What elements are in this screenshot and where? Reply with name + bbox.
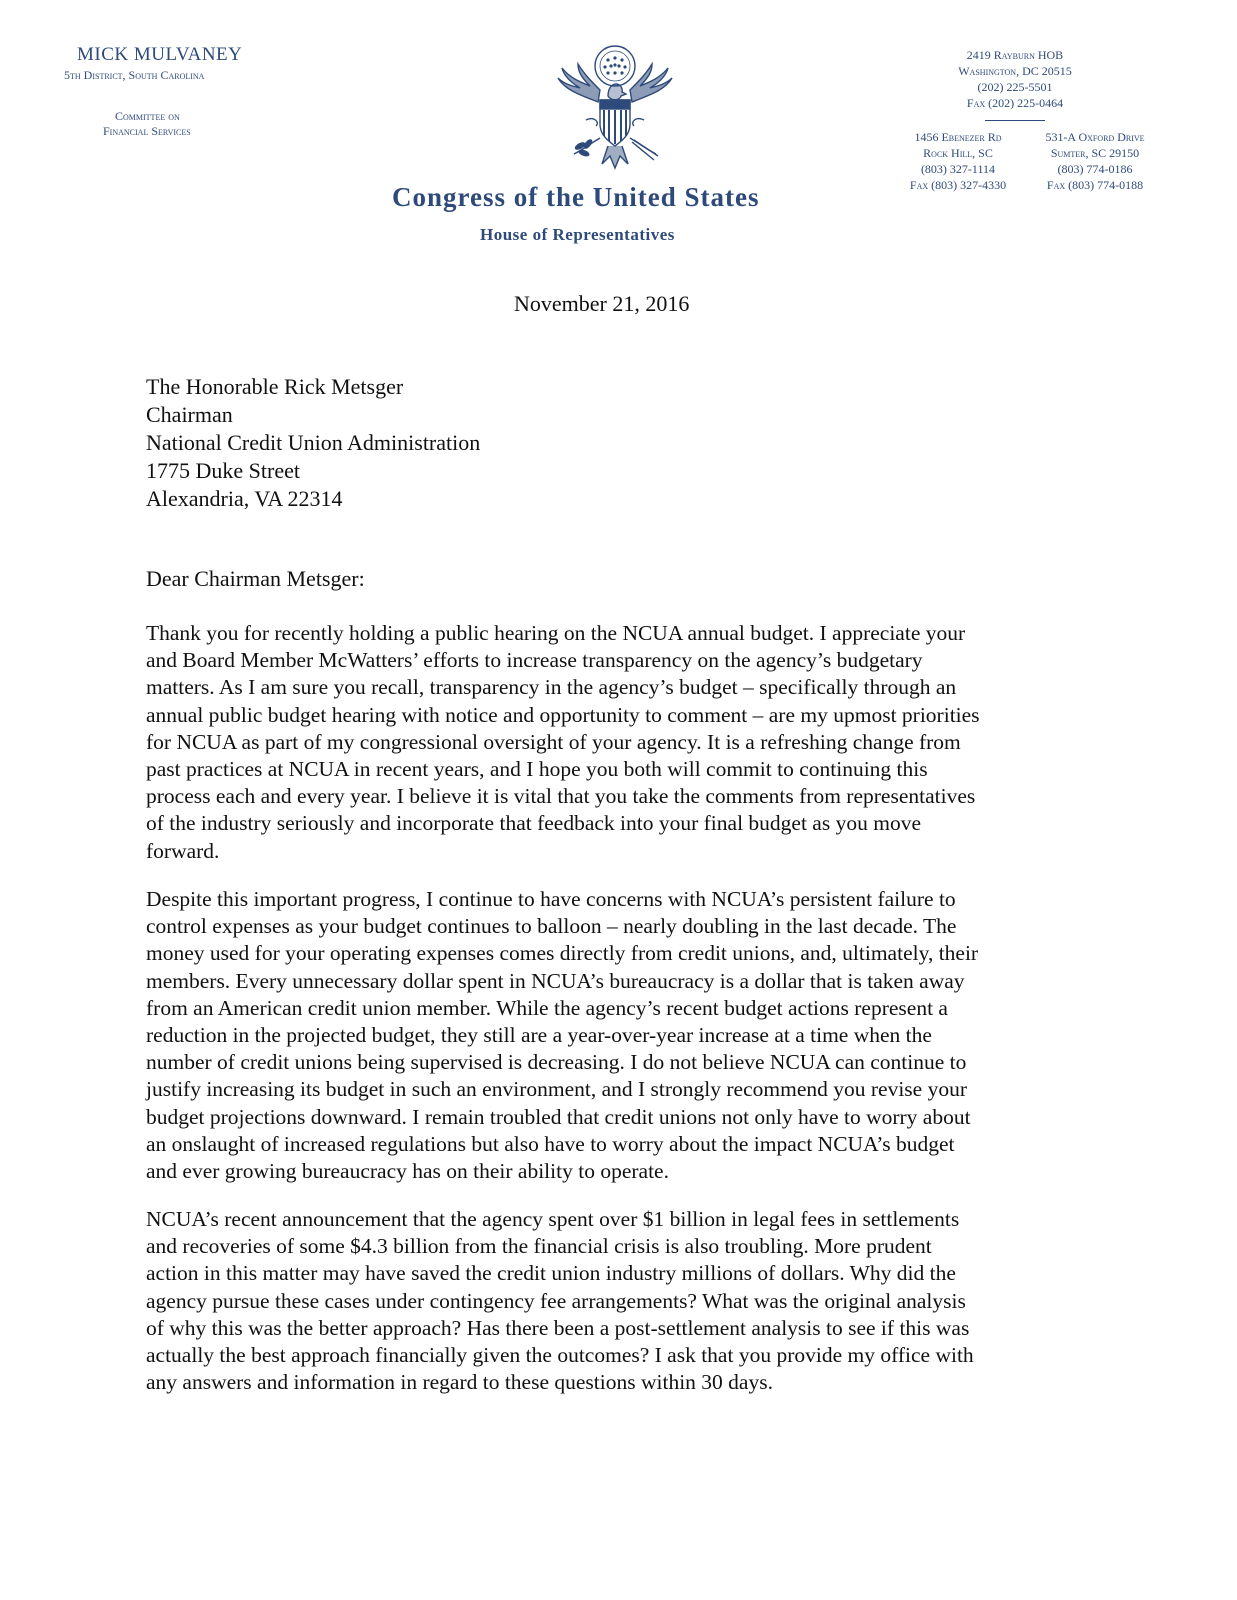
text-line: actually the best approach financially given the outcomes? I ask that you provide my office with — [146, 1343, 974, 1368]
office-line: 531-A Oxford Drive — [1045, 130, 1145, 144]
address-line: Chairman — [146, 402, 233, 427]
text-line: Thank you for recently holding a public hearing on the NCUA annual budget. I appreciate your — [146, 621, 966, 645]
text-line: for NCUA as part of my congressional oversight of your agency. It is a refreshing change from — [146, 729, 961, 754]
congress-title: Congress of the United States — [392, 182, 760, 212]
text-line: and Board Member McWatters’ efforts to increase transparency on the agency’s budgetary — [146, 648, 923, 673]
great-seal-icon — [550, 40, 680, 180]
text-line: money used for your operating expenses comes directly from credit unions, and, ultimately, their — [146, 941, 979, 966]
text-line: matters. As I am sure you recall, transparency in the agency’s budget – specifically through an — [146, 675, 957, 700]
text-line: control expenses as your budget continues to balloon – nearly doubling in the last decade. The — [146, 914, 957, 939]
office-line: Fax (202) 225-0464 — [966, 96, 1064, 110]
text-line: Despite this important progress, I continue to have concerns with NCUA’s persistent failure to — [146, 887, 956, 911]
address-line: 1775 Duke Street — [146, 458, 300, 483]
text-line: NCUA’s recent announcement that the agency spent over $1 billion in legal fees in settlements — [146, 1207, 960, 1231]
office-line: (202) 225-5501 — [977, 80, 1053, 94]
committee-name: Financial Services — [103, 124, 191, 138]
text-line: of why this was the better approach? Has there been a post-settlement analysis to see if this was — [146, 1315, 970, 1340]
text-line: an onslaught of increased regulations but also have to worry about the impact NCUA’s budget — [146, 1131, 955, 1156]
committee-label: Committee on — [115, 109, 180, 123]
text-line: justify increasing its budget in such an environment, and I strongly recommend you revise your — [146, 1077, 967, 1102]
office-line: Rock Hill, SC — [923, 146, 993, 160]
dc-office-address — [940, 47, 1090, 111]
text-line: past practices at NCUA in recent years, and I hope you both will commit to continuing this — [146, 757, 928, 782]
text-line: members. Every unnecessary dollar spent in NCUA’s bureaucracy is a dollar that is taken away — [146, 968, 965, 993]
office-line: (803) 327-1114 — [920, 162, 996, 176]
address-line: Alexandria, VA 22314 — [146, 486, 343, 511]
office-line: Fax (803) 774-0188 — [1046, 178, 1144, 192]
member-district: 5th District, South Carolina — [64, 68, 205, 82]
text-line: process each and every year. I believe it is vital that you take the comments from representatives — [146, 784, 976, 809]
text-line: and recoveries of some $4.3 billion from the financial crisis is also troubling. More prudent — [146, 1234, 932, 1259]
body-paragraph — [146, 886, 1076, 1185]
text-line: agency pursue these cases under contingency fee arrangements? What was the original analysis — [146, 1288, 966, 1313]
house-title: House of Representatives — [480, 225, 675, 244]
office-line: 1456 Ebenezer Rd — [914, 130, 1002, 144]
text-line: and ever growing bureaucracy has on their ability to operate. — [146, 1159, 669, 1184]
address-line: National Credit Union Administration — [146, 430, 481, 455]
member-name: MICK MULVANEY — [77, 44, 243, 65]
text-line: budget projections downward. I remain troubled that credit unions not only have to worry about — [146, 1104, 971, 1129]
office-line: 2419 Rayburn HOB — [966, 48, 1064, 62]
office-line: Washington, DC 20515 — [958, 64, 1072, 78]
office-line: (803) 774-0186 — [1057, 162, 1133, 176]
office-line: Fax (803) 327-4330 — [909, 178, 1007, 192]
text-line: of the industry seriously and incorporate that feedback into your final budget as you move — [146, 811, 921, 836]
text-line: any answers and information in regard to these questions within 30 days. — [146, 1370, 773, 1395]
salutation: Dear Chairman Metsger: — [146, 566, 365, 591]
recipient-address — [146, 373, 480, 513]
text-line: from an American credit union member. While the agency’s recent budget actions represent a — [146, 995, 948, 1020]
sumter-office-address — [1025, 129, 1165, 193]
text-line: number of credit unions being supervised is decreasing. I do not believe NCUA can continue to — [146, 1050, 967, 1075]
address-line: The Honorable Rick Metsger — [146, 374, 404, 399]
text-line: forward. — [146, 838, 220, 863]
text-line: reduction in the projected budget, they still are a year-over-year increase at a time when the — [146, 1023, 932, 1048]
letter-date: November 21, 2016 — [514, 291, 690, 316]
body-paragraph — [146, 1206, 1076, 1396]
text-line: annual public budget hearing with notice and opportunity to comment – are my upmost priorities — [146, 702, 980, 727]
rock-hill-office-address — [888, 129, 1028, 193]
body-paragraph — [146, 620, 1076, 865]
office-line: Sumter, SC 29150 — [1050, 146, 1140, 160]
text-line: action in this matter may have saved the credit union industry millions of dollars. Why did the — [146, 1261, 956, 1286]
divider — [985, 120, 1045, 121]
